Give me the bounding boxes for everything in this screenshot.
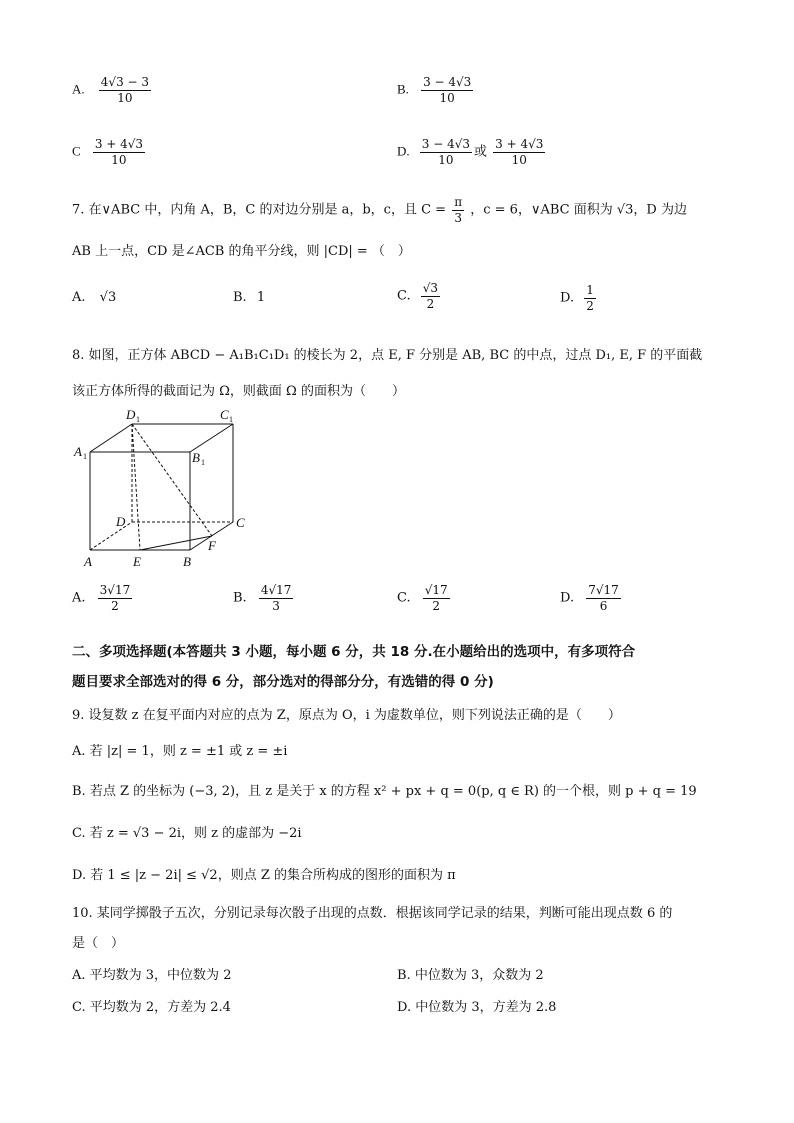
q6-option-a-denominator: 10 (117, 90, 133, 105)
section-2-heading-line1: 二、多项选择题(本答题共 3 小题，每小题 6 分，共 18 分.在小题给出的选项中，有多项符合 (72, 644, 636, 660)
label-c1-sub: 1 (229, 415, 233, 424)
q7-option-a-value: √3 (99, 290, 117, 305)
q6-option-a-label: A. (72, 81, 85, 97)
cube-figure (70, 402, 260, 572)
q6-option-d-numerator-1: 3 − 4√3 (421, 137, 471, 151)
label-d: D (116, 514, 126, 529)
q6-option-b[interactable] (397, 76, 475, 104)
q6-option-d-denominator-1: 10 (438, 152, 454, 167)
q6-option-d-fraction-2 (493, 138, 545, 166)
section-line-d1-e (132, 424, 140, 550)
q7-option-d-label: D. (560, 290, 575, 306)
q7-option-c-denominator: 2 (426, 296, 435, 311)
q9-option-d[interactable]: D. 若 1 ≤ |z − 2i| ≤ √2，则点 Z 的集合所构成的图形的面积为 π (72, 868, 456, 883)
label-b1-sub: 1 (201, 458, 205, 467)
label-c1: C (220, 407, 229, 422)
q10-stem-line2: 是（ ） (72, 936, 125, 951)
q7-option-b[interactable] (233, 290, 265, 305)
q8-option-d-label: D. (560, 590, 575, 606)
q8-stem-line1: 8. 如图，正方体 ABCD − A₁B₁C₁D₁ 的棱长为 2，点 E, F 分别是 AB, BC 的中点，过点 D₁, E, F 的平面截 (72, 348, 703, 363)
q7-angle-fraction (452, 196, 464, 224)
cube-hidden-edge-a-d (90, 522, 132, 550)
section-2-heading-line2: 题目要求全部选对的得 6 分，部分选对的得部分分，有选错的得 0 分) (72, 674, 494, 690)
q8-option-b-fraction (259, 584, 294, 612)
label-e: E (133, 554, 141, 569)
q8-stem-line2: 该正方体所得的截面记为 Ω，则截面 Ω 的面积为（ ） (72, 384, 405, 399)
section-line-d1-f (132, 424, 212, 536)
q8-option-c-numerator: √17 (424, 583, 448, 597)
q7-option-a-label: A. (72, 290, 86, 305)
q8-option-b[interactable] (233, 584, 295, 612)
q9-option-a[interactable]: A. 若 |z| = 1，则 z = ±1 或 z = ±i (72, 744, 288, 759)
q7-stem-part-b: ，c = 6，∨ABC 面积为 √3，D 为边 (470, 202, 687, 218)
label-d1-sub: 1 (136, 415, 140, 424)
label-b1: B (192, 450, 200, 465)
q10-option-b[interactable]: B. 中位数为 3，众数为 2 (397, 968, 544, 983)
q7-stem-part-a: 7. 在∨ABC 中，内角 A，B，C 的对边分别是 a，b，c，且 C = (72, 202, 447, 218)
q7-option-d-fraction (584, 284, 596, 312)
q7-option-c-label: C. (397, 288, 411, 304)
q7-option-d[interactable] (560, 284, 598, 312)
q8-option-d-numerator: 7√17 (588, 583, 619, 597)
q7-option-c-fraction (421, 282, 440, 310)
q8-option-c-fraction (423, 584, 450, 612)
q6-option-d-numerator-2: 3 + 4√3 (495, 137, 544, 151)
q6-option-b-fraction (421, 76, 473, 104)
q6-option-b-denominator: 10 (439, 90, 455, 105)
q8-option-a-fraction (98, 584, 133, 612)
q8-option-b-numerator: 4√17 (260, 583, 292, 597)
q6-option-d-or: 或 (474, 144, 488, 160)
label-c: C (236, 515, 245, 530)
q7-option-b-value: 1 (256, 290, 266, 305)
label-a1-sub: 1 (83, 452, 87, 461)
q9-stem: 9. 设复数 z 在复平面内对应的点为 Z，原点为 O，i 为虚数单位，则下列说法正确的是（ ） (72, 708, 621, 723)
q6-option-a[interactable] (72, 76, 153, 104)
q10-option-d[interactable]: D. 中位数为 3，方差为 2.8 (397, 1000, 557, 1015)
q7-stem-line1 (72, 196, 687, 224)
label-f: F (208, 538, 216, 553)
label-b: B (183, 554, 191, 569)
q8-option-a-label: A. (72, 590, 86, 606)
q9-option-b[interactable]: B. 若点 Z 的坐标为 (−3, 2)，且 z 是关于 x 的方程 x² + px + q = 0(p, q ∈ R) 的一个根，则 p + q = 19 (72, 784, 697, 799)
q6-option-c-numerator: 3 + 4√3 (94, 137, 144, 151)
q8-option-c-denominator: 2 (432, 598, 441, 613)
cube-edge-b1-c1 (190, 424, 233, 452)
q10-stem-line1: 10. 某同学掷骰子五次，分别记录每次骰子出现的点数．根据该同学记录的结果，判断可能出现点数 6 的 (72, 906, 673, 921)
q8-option-b-label: B. (233, 590, 247, 606)
q7-option-d-numerator: 1 (586, 283, 594, 297)
q7-option-b-label: B. (233, 290, 247, 305)
q8-option-a[interactable] (72, 584, 134, 612)
q8-option-d-denominator: 6 (599, 598, 608, 613)
q8-option-c-label: C. (397, 590, 411, 606)
q6-option-b-label: B. (397, 81, 409, 97)
q7-angle-denominator: 3 (454, 210, 462, 225)
q8-option-a-numerator: 3√17 (99, 583, 131, 597)
q7-option-d-denominator: 2 (586, 298, 594, 313)
q10-option-a[interactable]: A. 平均数为 3，中位数为 2 (72, 968, 232, 983)
q6-option-d-fraction-1 (420, 138, 472, 166)
q8-option-b-denominator: 3 (272, 598, 280, 613)
q8-option-c[interactable] (397, 584, 452, 612)
q8-option-d-fraction (586, 584, 621, 612)
q6-option-b-numerator: 3 − 4√3 (423, 75, 472, 89)
q6-option-c-label: C (72, 143, 81, 159)
label-a1: A (74, 444, 82, 459)
q6-option-c[interactable] (72, 138, 147, 166)
q6-option-a-numerator: 4√3 − 3 (100, 75, 150, 89)
q6-option-d-denominator-2: 10 (511, 152, 527, 167)
q9-option-c[interactable]: C. 若 z = √3 − 2i，则 z 的虚部为 −2i (72, 826, 302, 841)
q7-option-c[interactable] (397, 282, 442, 310)
q6-option-c-fraction (93, 138, 145, 166)
q8-option-a-denominator: 2 (111, 598, 119, 613)
q6-option-d[interactable] (397, 138, 547, 166)
cube-edge-a1-d1 (90, 424, 132, 452)
q7-option-a[interactable] (72, 290, 116, 305)
q6-option-a-fraction (99, 76, 151, 104)
label-d1: D (126, 407, 136, 422)
q7-option-c-numerator: √3 (422, 281, 439, 295)
label-a: A (84, 554, 92, 569)
q7-stem-line2: AB 上一点，CD 是∠ACB 的角平分线，则 |CD| = （ ） (72, 244, 411, 259)
q10-option-c[interactable]: C. 平均数为 2，方差为 2.4 (72, 1000, 231, 1015)
q7-angle-numerator: π (454, 195, 463, 209)
q8-option-d[interactable] (560, 584, 623, 612)
q6-option-c-denominator: 10 (111, 152, 127, 167)
q6-option-d-label: D. (397, 143, 410, 159)
